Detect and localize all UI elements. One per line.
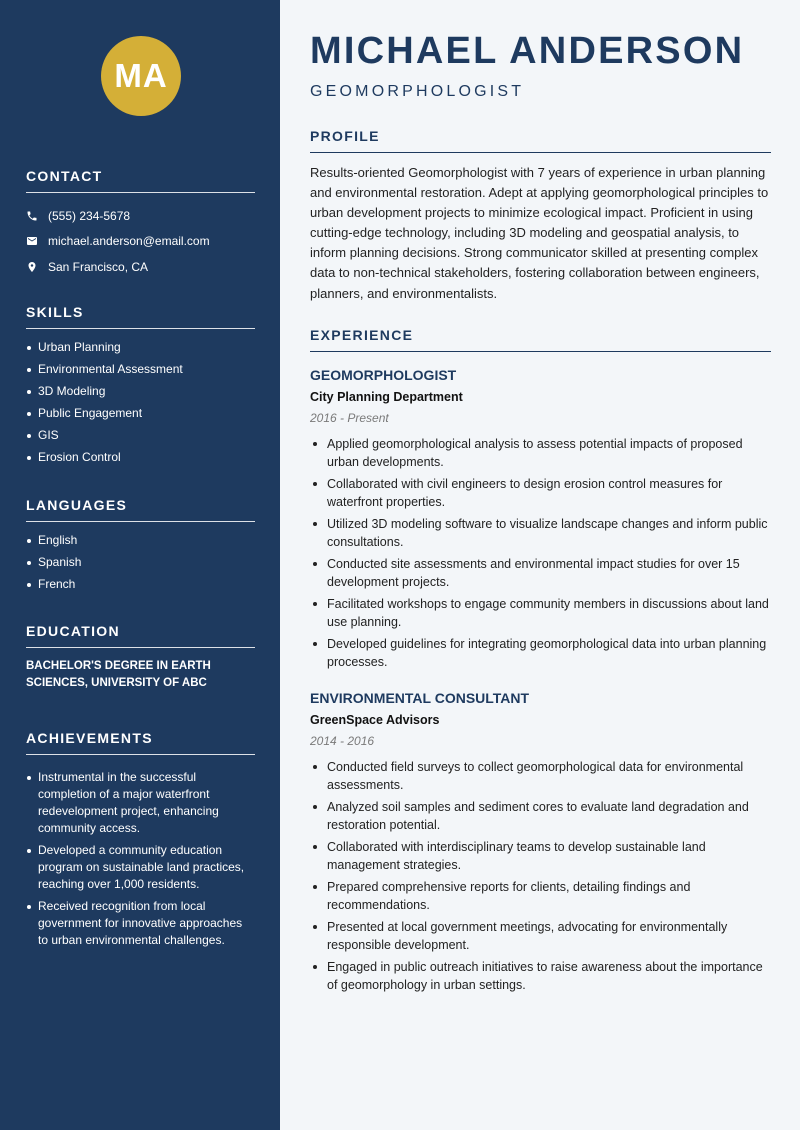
list-item: Received recognition from local government for innovative approaches to urban environmental challenges. (26, 898, 255, 949)
list-item: Developed guidelines for integrating geomorphological data into urban planning processes. (310, 635, 771, 671)
job-company: GreenSpace Advisors (310, 713, 440, 727)
email-text: michael.anderson@email.com (48, 234, 210, 249)
list-item: 3D Modeling (26, 383, 255, 400)
job-title: ENVIRONMENTAL CONSULTANT (310, 690, 530, 706)
experience-heading: EXPERIENCE (310, 327, 771, 352)
list-item: Utilized 3D modeling software to visualize landscape changes and inform public consultations. (310, 515, 771, 551)
list-item: GIS (26, 427, 255, 444)
education-section (26, 623, 255, 692)
list-item: Urban Planning (26, 339, 255, 356)
list-item: Presented at local government meetings, advocating for environmentally responsible development. (310, 918, 771, 954)
list-item: Analyzed soil samples and sediment cores to evaluate land degradation and restoration potential. (310, 798, 771, 834)
achievements-list (26, 769, 255, 949)
list-item: Conducted field surveys to collect geomorphological data for environmental assessments. (310, 758, 771, 794)
candidate-role: GEOMORPHOLOGIST (310, 83, 525, 100)
education-degree: BACHELOR'S DEGREE IN EARTH SCIENCES, UNIVERSITY OF ABC (26, 660, 211, 689)
job-entry (310, 689, 771, 998)
list-item: Conducted site assessments and environmental impact studies for over 15 development projects. (310, 555, 771, 591)
avatar-initials: MA (114, 57, 168, 94)
skills-section (26, 304, 255, 471)
list-item: Instrumental in the successful completion of a major waterfront redevelopment project, enhancing community access. (26, 769, 255, 837)
list-item: Environmental Assessment (26, 361, 255, 378)
contact-email (26, 229, 255, 255)
list-item: English (26, 532, 255, 549)
location-pin-icon (26, 261, 38, 273)
languages-heading: LANGUAGES (26, 497, 255, 522)
location-text: San Francisco, CA (48, 259, 149, 274)
job-bullets (310, 435, 771, 671)
achievements-section (26, 730, 255, 954)
list-item: Developed a community education program on sustainable land practices, reaching over 1,000 residents. (26, 842, 255, 893)
education-heading: EDUCATION (26, 623, 255, 648)
candidate-name: MICHAEL ANDERSON (310, 30, 745, 72)
list-item: Collaborated with civil engineers to design erosion control measures for waterfront properties. (310, 475, 771, 511)
sidebar (0, 0, 280, 1130)
phone-text: (555) 234-5678 (48, 208, 131, 223)
skills-list (26, 339, 255, 466)
list-item: French (26, 576, 255, 593)
job-company: City Planning Department (310, 390, 463, 404)
languages-section (26, 497, 255, 598)
email-icon (26, 235, 38, 247)
avatar (101, 36, 181, 116)
list-item: Erosion Control (26, 449, 255, 466)
skills-heading: SKILLS (26, 304, 255, 329)
list-item: Spanish (26, 554, 255, 571)
contact-section (26, 168, 255, 280)
contact-phone (26, 203, 255, 229)
contact-heading: CONTACT (26, 168, 255, 193)
list-item: Prepared comprehensive reports for clients, detailing findings and recommendations. (310, 878, 771, 914)
list-item: Applied geomorphological analysis to assess potential impacts of proposed urban developments. (310, 435, 771, 471)
list-item: Public Engagement (26, 405, 255, 422)
list-item: Engaged in public outreach initiatives to raise awareness about the importance of geomorphology in urban settings. (310, 958, 771, 994)
achievements-heading: ACHIEVEMENTS (26, 730, 255, 755)
phone-icon (26, 210, 38, 222)
list-item: Collaborated with interdisciplinary teams to develop sustainable land management strategies. (310, 838, 771, 874)
profile-heading: PROFILE (310, 128, 771, 153)
job-dates: 2016 - Present (310, 411, 389, 425)
contact-location (26, 254, 255, 280)
job-entry (310, 366, 771, 675)
list-item: Facilitated workshops to engage community members in discussions about land use planning. (310, 595, 771, 631)
profile-text: Results-oriented Geomorphologist with 7 years of experience in urban planning and environmental restoration. Adept at applying geomorphological principles to urban development projects to minimize ecological impact. Proficient in using cutting-edge technology, including 3D modeling and geospatial analysis, to inform planning decisions. Strong communicator skilled at presenting complex data to non-technical stakeholders, fostering collaboration between engineers, planners, and environmentalists. (310, 165, 769, 301)
job-dates: 2014 - 2016 (310, 734, 375, 748)
job-title: GEOMORPHOLOGIST (310, 367, 457, 383)
job-bullets (310, 758, 771, 994)
languages-list (26, 532, 255, 593)
